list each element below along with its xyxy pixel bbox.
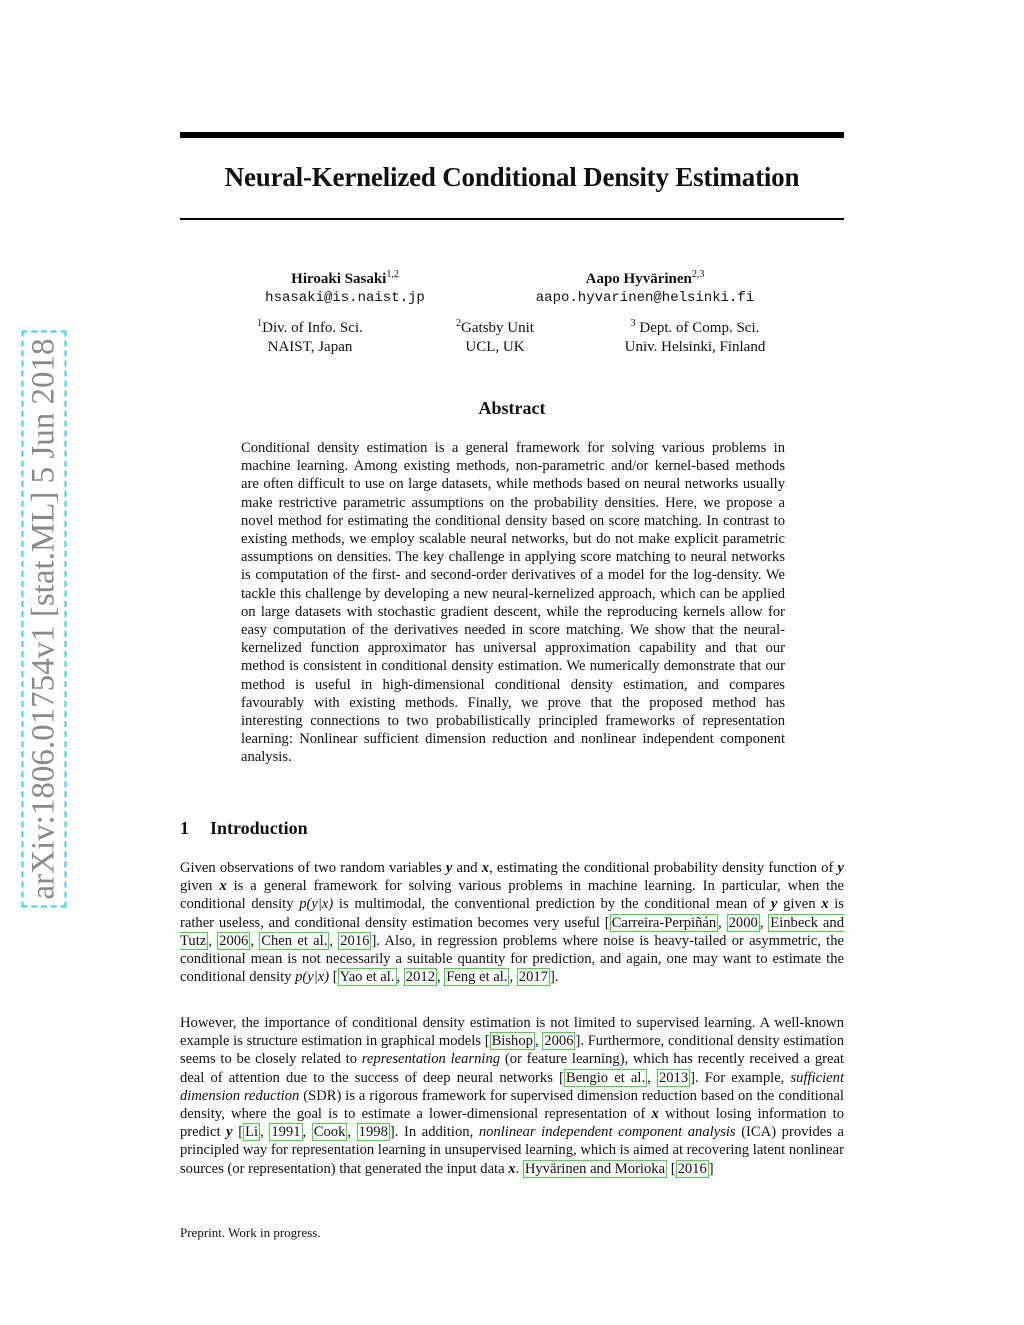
citation-link[interactable]: 2013 xyxy=(658,1069,689,1086)
citation-link[interactable]: Yao et al. xyxy=(339,969,395,986)
citation-link[interactable]: Chen et al. xyxy=(261,932,328,949)
author-1 xyxy=(230,266,460,308)
citation-link[interactable]: Hyvärinen and Morioka xyxy=(524,1160,666,1177)
title-top-rule xyxy=(180,132,844,138)
section-title: Introduction xyxy=(210,818,308,838)
intro-paragraph-2: However, the importance of conditional density estimation is not limited to supervised learning. A well-known example is structure estimation in graphical models [ Bishop , 2006 ]. Furthermore, conditional density estimation seems to be closely related to representation learning (or feature learning), which has recently received a great deal of attention due to the success of deep neural networks [ Bengio et al. , 2013 ]. For example, sufficient dimension reduction (SDR) is a rigorous framework for supervised dimension reduction based on the conditional density, where the goal is to estimate a lower-dimensional representation of x without losing information to predict y [ Li , 1991 , Cook , 1998 ]. In addition, nonlinear independent component analysis (ICA) provides a principled way for representation learning in unsupervised learning, which is aimed at recovering latent nonlinear sources (or representation) that generated the input data x. Hyvärinen and Morioka [ 2016 ] xyxy=(180,1015,845,1177)
section-number: 1 xyxy=(180,818,189,838)
author-affil-sup: 1,2 xyxy=(386,269,399,280)
section-heading xyxy=(180,818,308,839)
author-affil-sup: 2,3 xyxy=(691,269,705,280)
author-2 xyxy=(500,266,790,308)
author-email[interactable]: hsasaki@is.naist.jp xyxy=(265,290,425,306)
author-name: Aapo Hyvärinen xyxy=(585,271,692,287)
citation-link[interactable]: 2017 xyxy=(518,969,548,986)
author-email[interactable]: aapo.hyvarinen@helsinki.fi xyxy=(535,290,755,306)
arxiv-stamp-text[interactable]: arXiv:1806.01754v1 [stat.ML] 5 Jun 2018 xyxy=(22,331,67,908)
paper-title: Neural-Kernelized Conditional Density Estimation xyxy=(224,162,800,192)
citation-link[interactable]: 1991 xyxy=(271,1124,301,1141)
citation-link[interactable]: Cook xyxy=(313,1124,346,1141)
title-bottom-rule xyxy=(180,218,844,220)
citation-link[interactable]: Carreira-Perpiñán xyxy=(611,914,717,931)
intro-paragraph-1: Given observations of two random variables y and x, estimating the conditional probability density function of y given x is a general framework for solving various problems in machine learning. In particular, when the conditional density p(y|x) is multimodal, the conventional prediction by the conditional mean of y given x is rather useless, and conditional density estimation becomes very useful [ Carreira-Perpiñán , 2000 , Einbeck and Tutz , 2006 , Chen et al. , 2016 ]. Also, in regression problems where noise is heavy-tailed or asymmetric, the conditional mean is not necessarily a suitable quantity for prediction, and again, one may want to estimate the conditional density p(y|x) [ Yao et al. , 2012 , Feng et al. , 2017 ]. xyxy=(180,860,845,986)
citation-link[interactable]: Li xyxy=(245,1124,259,1141)
citation-link[interactable]: Einbeck and Tutz xyxy=(180,914,844,949)
citation-link[interactable]: 2006 xyxy=(544,1033,574,1050)
citation-link[interactable]: 2012 xyxy=(405,969,435,986)
affiliation-3: $^3$ Dept. of Comp. Sci. Univ. Helsinki, Finland xyxy=(624,318,766,355)
footer-note: Preprint. Work in progress. xyxy=(180,1225,321,1240)
citation-link[interactable]: 2016 xyxy=(677,1160,707,1177)
citation-link[interactable]: 2006 xyxy=(219,932,249,949)
citation-link[interactable]: 2000 xyxy=(728,914,758,931)
abstract-heading: Abstract xyxy=(478,398,546,418)
affiliation-2: $^2$Gatsby Unit UCL, UK xyxy=(456,318,534,355)
citation-link[interactable]: Feng et al. xyxy=(446,969,508,986)
author-name: Hiroaki Sasaki xyxy=(291,271,387,287)
citation-link[interactable]: Bishop xyxy=(491,1033,533,1050)
affiliation-1: $^1$Div. of Info. Sci. NAIST, Japan xyxy=(257,318,363,355)
abstract-body: Conditional density estimation is a general framework for solving various problems in machine learning. Among existing methods, non-parametric and/or kernel-based methods are often difficult to use on large datasets, while methods based on neural networks usually make restrictive parametric assumptions on the probability densities. Here, we propose a novel method for estimating the conditional density based on score matching. In contrast to existing methods, we employ scalable neural networks, but do not make explicit parametric assumptions on densities. The key challenge in applying score matching to neural networks is computation of the first- and second-order derivatives of a model for the log-density. We tackle this challenge by developing a new neural-kernelized approach, which can be applied on large datasets with stochastic gradient descent, while the reproducing kernels allow for easy computation of the derivatives needed in score matching. We show that the neural-kernelized function approximator has universal approximation capability and that our method is consistent in conditional density estimation. We numerically demonstrate that our method is useful in high-dimensional conditional density estimation, and compares favourably with existing methods. Finally, we prove that the proposed method has interesting connections to two probabilistically principled frameworks of representation learning: Nonlinear sufficient dimension reduction and nonlinear independent component analysis. xyxy=(241,440,785,766)
citation-link[interactable]: 2016 xyxy=(340,932,370,949)
citation-link[interactable]: 1998 xyxy=(358,1124,388,1141)
citation-link[interactable]: Bengio et al. xyxy=(565,1069,646,1086)
